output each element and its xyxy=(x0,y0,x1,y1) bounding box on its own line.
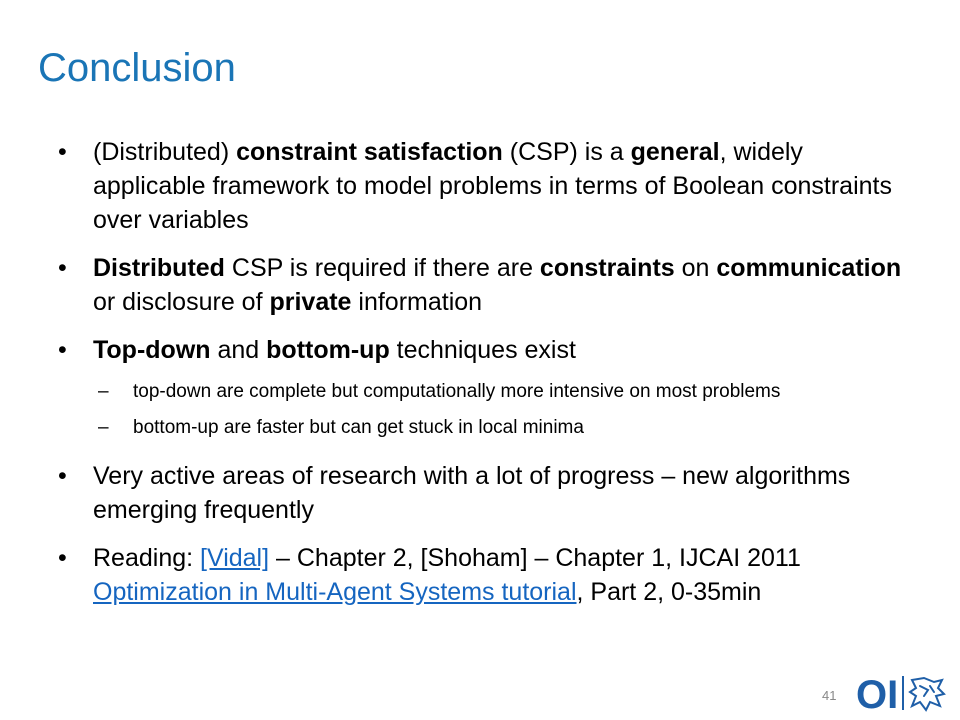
sub-bullet-top-down xyxy=(58,379,918,405)
logo-divider xyxy=(902,676,904,710)
text: Very active areas of research with a lot of progress – new algorithms emerging frequently xyxy=(93,462,851,524)
text: CSP is required if there are xyxy=(224,254,540,282)
bold-text: constraint satisfaction xyxy=(236,138,503,166)
dash-marker: – xyxy=(98,417,109,438)
lion-crest-icon xyxy=(910,678,944,710)
text: , Part 2, 0-35min xyxy=(576,578,762,606)
text: (CSP) is a xyxy=(502,138,631,166)
text: – Chapter 2, [Shoham] – Chapter 1, IJCAI 2011 xyxy=(269,544,801,572)
bold-text: general xyxy=(630,138,720,166)
text: information xyxy=(351,288,483,316)
dash-marker: – xyxy=(98,381,109,402)
bold-text: Top-down xyxy=(93,336,211,364)
text: Reading: xyxy=(93,544,201,572)
bullet-distributed-csp xyxy=(58,251,918,319)
text: , widely applicable framework to model problems in terms of Boolean constraints over variables xyxy=(93,138,892,234)
bullet-reading xyxy=(58,541,918,609)
text: techniques exist xyxy=(389,336,576,364)
tutorial-link[interactable]: Optimization in Multi-Agent Systems tutorial xyxy=(93,578,577,606)
bold-text: communication xyxy=(716,254,902,282)
sub-bullet-bottom-up xyxy=(58,415,918,441)
university-logo xyxy=(856,672,948,714)
bold-text: Distributed xyxy=(93,254,225,282)
vidal-link[interactable]: [Vidal] xyxy=(200,544,270,572)
text: on xyxy=(674,254,717,282)
bold-text: bottom-up xyxy=(266,336,390,364)
bullet-research xyxy=(58,459,918,527)
bullet-techniques xyxy=(58,333,918,367)
bold-text: private xyxy=(269,288,352,316)
sub-bullet-text: top-down are complete but computationally more intensive on most problems xyxy=(133,381,781,402)
page-number: 41 xyxy=(822,688,837,703)
logo-text: OI xyxy=(856,673,899,714)
text: and xyxy=(210,336,267,364)
sub-bullet-text: bottom-up are faster but can get stuck in local minima xyxy=(133,417,584,438)
slide-title: Conclusion xyxy=(38,46,236,90)
slide-content xyxy=(58,135,918,623)
text: or disclosure of xyxy=(93,288,270,316)
text: (Distributed) xyxy=(93,138,237,166)
bold-text: constraints xyxy=(539,254,675,282)
bullet-csp-definition xyxy=(58,135,918,237)
